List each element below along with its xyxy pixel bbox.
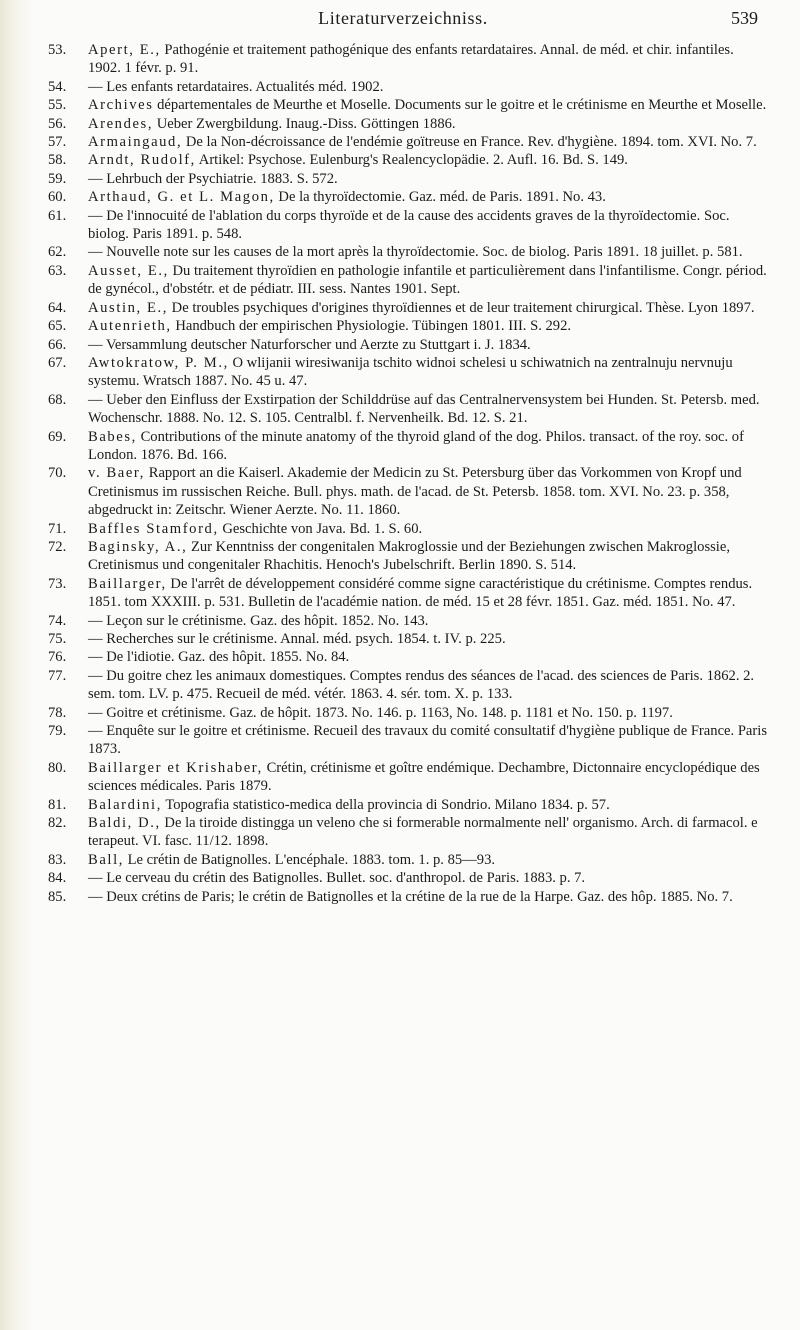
entry-text: — Les enfants retardataires. Actualités méd. 1902. [88, 78, 384, 95]
entry-text: Rapport an die Kaiserl. Akademie der Medicin zu St. Petersburg über das Vorkommen von Kropf und Cretinismus im russischen Reiche. Bull. phys. math. de l'acad. de St. Petersb. 1858. tom. XVI. No. 23. p. 358, abgedruckt in: Zeitschr. Wiener Aerzte. No. 11. 1860. [88, 465, 742, 519]
bibliography-list [48, 41, 770, 906]
entry-author: Awtokratow, P. M., [88, 354, 229, 371]
entry-text: O wlijanii wiresiwanija tschito widnoi schelesi u schiwatnich na zentralnuju nervnuju systemu. Wratsch 1887. No. 45 u. 47. [88, 354, 733, 390]
entry-author: Apert, E., [88, 42, 161, 58]
bibliography-entry [48, 722, 770, 759]
entry-number: 81. [48, 796, 67, 813]
entry-number: 58. [48, 152, 67, 169]
bibliography-entry [48, 814, 770, 851]
bibliography-entry [48, 243, 770, 261]
bibliography-entry [48, 41, 770, 78]
bibliography-entry [48, 704, 770, 722]
entry-author: Archives [88, 97, 154, 114]
bibliography-entry [48, 851, 770, 869]
entry-text: — De l'idiotie. Gaz. des hôpit. 1855. No. 84. [88, 649, 350, 666]
bibliography-entry [48, 170, 770, 188]
entry-text: De troubles psychiques d'origines thyroïdiennes et de leur traitement chirurgical. Thèse. Lyon 1897. [168, 299, 755, 316]
entry-text: — Versammlung deutscher Naturforscher und Aerzte zu Stuttgart i. J. 1834. [88, 336, 531, 353]
entry-number: 68. [48, 391, 67, 408]
entry-text: De l'arrêt de développement considéré comme signe caractéristique du crétinisme. Comptes rendus. 1851. tom XXXIII. p. 531. Bulletin de l'académie nation. de méd. 15 et 28 févr. 1851. Gaz. méd. 1851. No. 47. [88, 575, 753, 611]
bibliography-entry [48, 262, 770, 299]
entry-author: Ausset, E., [88, 262, 169, 279]
bibliography-entry [48, 667, 770, 704]
entry-text: — Ueber den Einfluss der Exstirpation der Schilddrüse auf das Centralnervensystem bei Hunden. St. Petersb. med. Wochenschr. 1888. No. 12. S. 105. Centralbl. f. Nervenheilk. Bd. 12. S. 21. [88, 391, 760, 427]
page-number: 539 [731, 8, 758, 28]
entry-author: Armaingaud, [88, 134, 183, 151]
bibliography-entry [48, 188, 770, 206]
entry-number: 63. [48, 262, 67, 279]
entry-text: Topografia statistico-medica della provincia di Sondrio. Milano 1834. p. 57. [161, 796, 610, 813]
entry-text: De la thyroïdectomie. Gaz. méd. de Paris. 1891. No. 43. [274, 189, 606, 206]
entry-text: — Enquête sur le goitre et crétinisme. Recueil des travaux du comité consultatif d'hygiène publique de France. Paris 1873. [88, 723, 768, 758]
entry-text: De la Non-décroissance de l'endémie goïtreuse en France. Rev. d'hygiène. 1894. tom. XVI. No. 7. [182, 134, 757, 151]
entry-author: Arthaud, G. et L. Magon, [88, 189, 275, 206]
entry-number: 67. [48, 354, 67, 371]
entry-number: 53. [48, 42, 67, 58]
entry-author: Balardini, [88, 796, 162, 813]
entry-number: 78. [48, 704, 67, 721]
bibliography-entry [48, 133, 770, 151]
entry-number: 70. [48, 465, 67, 482]
bibliography-entry [48, 888, 770, 906]
entry-text: Contributions of the minute anatomy of the thyroid gland of the dog. Philos. transact. of the roy. soc. of London. 1876. Bd. 166. [88, 428, 744, 463]
entry-text: — Deux crétins de Paris; le crétin de Batignolles et la crétine de la rue de la Harpe. Gaz. des hôp. 1885. No. 7. [88, 888, 733, 905]
running-title: Literaturverzeichniss. [318, 8, 488, 28]
bibliography-entry [48, 575, 770, 612]
bibliography-entry [48, 648, 770, 666]
entry-number: 84. [48, 870, 67, 887]
entry-number: 85. [48, 888, 67, 905]
entry-number: 71. [48, 520, 67, 537]
entry-author: Baginsky, A., [88, 538, 188, 555]
bibliography-entry [48, 520, 770, 538]
entry-number: 60. [48, 189, 67, 206]
entry-text: Handbuch der empirischen Physiologie. Tübingen 1801. III. S. 292. [171, 318, 572, 335]
entry-text: Zur Kenntniss der congenitalen Makroglossie und der Beziehungen zwischen Makroglossie, Cretinismus und congenitaler Rhachitis. Henoch's Jubelschrift. Berlin 1890. S. 514. [88, 538, 730, 574]
entry-number: 80. [48, 759, 67, 776]
entry-text: départementales de Meurthe et Moselle. Documents sur le goitre et le crétinisme en Meurthe et Moselle. [153, 97, 767, 114]
entry-number: 66. [48, 336, 67, 353]
entry-number: 55. [48, 97, 67, 114]
bibliography-entry [48, 317, 770, 335]
entry-author: Austin, E., [88, 299, 169, 316]
bibliography-entry [48, 391, 770, 428]
entry-number: 83. [48, 851, 67, 868]
entry-text: — Du goitre chez les animaux domestiques. Comptes rendus des séances de l'acad. des sciences de Paris. 1862. 2. sem. tom. LV. p. 475. Recueil de méd. vétér. 1863. 4. sér. tom. X. p. 133. [88, 667, 755, 703]
entry-number: 64. [48, 299, 67, 316]
entry-author: Baillarger et Krishaber, [88, 759, 263, 776]
entry-author: Autenrieth, [88, 318, 172, 335]
bibliography-entry [48, 151, 770, 169]
entry-number: 54. [48, 78, 67, 95]
entry-number: 57. [48, 134, 67, 151]
bibliography-entry [48, 796, 770, 814]
bibliography-entry [48, 78, 770, 96]
bibliography-entry [48, 299, 770, 317]
entry-number: 77. [48, 667, 67, 684]
entry-text: Crétin, crétinisme et goître endémique. Dechambre, Dictonnaire encyclopédique des sciences médicales. Paris 1879. [88, 759, 760, 795]
entry-number: 74. [48, 612, 67, 629]
entry-number: 59. [48, 170, 67, 187]
entry-number: 79. [48, 723, 67, 740]
entry-text: — Lehrbuch der Psychiatrie. 1883. S. 572. [88, 170, 338, 187]
bibliography-entry [48, 428, 770, 465]
entry-number: 61. [48, 207, 67, 224]
bibliography-entry [48, 538, 770, 575]
entry-text: — Nouvelle note sur les causes de la mort après la thyroïdectomie. Soc. de biolog. Paris 1891. 18 juillet. p. 581. [88, 244, 743, 261]
entry-number: 73. [48, 575, 67, 592]
entry-number: 65. [48, 318, 67, 335]
bibliography-entry [48, 354, 770, 391]
page-edge-shadow [0, 0, 34, 1330]
bibliography-entry [48, 464, 770, 519]
entry-text: Pathogénie et traitement pathogénique des enfants retardataires. Annal. de méd. et chir. infantiles. 1902. 1 févr. p. 91. [88, 42, 734, 77]
bibliography-entry [48, 207, 770, 244]
bibliography-entry [48, 115, 770, 133]
entry-number: 82. [48, 815, 67, 832]
entry-text: Geschichte von Java. Bd. 1. S. 60. [218, 520, 423, 537]
page-header [48, 8, 758, 32]
entry-text: Ueber Zwergbildung. Inaug.-Diss. Göttingen 1886. [153, 115, 456, 132]
bibliography-entry [48, 96, 770, 114]
entry-number: 56. [48, 115, 67, 132]
entry-text: De la tiroide distingga un veleno che si formerable normalmente nell' organismo. Arch. di farmacol. e terapeut. VI. fasc. 11/12. 1898. [88, 815, 758, 850]
entry-author: Arendes, [88, 115, 154, 132]
entry-number: 62. [48, 244, 67, 261]
entry-text: — Recherches sur le crétinisme. Annal. méd. psych. 1854. t. IV. p. 225. [88, 631, 506, 647]
entry-author: Baillarger, [88, 575, 167, 592]
entry-text: — Le cerveau du crétin des Batignolles. Bullet. soc. d'anthropol. de Paris. 1883. p. 7. [88, 870, 586, 887]
entry-author: Baffles Stamford, [88, 520, 219, 537]
entry-number: 75. [48, 631, 67, 647]
entry-text: Du traitement thyroïdien en pathologie infantile et particulièrement dans l'infantilisme. Congr. périod. de gynécol., d'obstétr. et de pédiatr. III. sess. Nantes 1901. Sept. [88, 262, 767, 298]
entry-author: Baldi, D., [88, 815, 161, 832]
entry-number: 72. [48, 538, 67, 555]
entry-text: — Leçon sur le crétinisme. Gaz. des hôpit. 1852. No. 143. [88, 612, 429, 629]
entry-text: Artikel: Psychose. Eulenburg's Realencyclopädie. 2. Aufl. 16. Bd. S. 149. [195, 152, 628, 169]
bibliography-entry [48, 612, 770, 630]
entry-author: Arndt, Rudolf, [88, 152, 196, 169]
entry-author: Babes, [88, 428, 137, 445]
entry-text: — De l'innocuité de l'ablation du corps thyroïde et de la cause des accidents graves de la thyroïdectomie. Soc. biolog. Paris 1891. p. 548. [88, 207, 730, 243]
bibliography-entry [48, 336, 770, 354]
entry-number: 76. [48, 649, 67, 666]
entry-author: v. Baer, [88, 465, 146, 482]
bibliography-entry [48, 759, 770, 796]
bibliography-entry [48, 630, 770, 648]
entry-author: Ball, [88, 851, 124, 868]
bibliography-entry [48, 869, 770, 887]
entry-text: — Goitre et crétinisme. Gaz. de hôpit. 1873. No. 146. p. 1163, No. 148. p. 1181 et No. 150. p. 1197. [88, 704, 673, 721]
entry-text: Le crétin de Batignolles. L'encéphale. 1883. tom. 1. p. 85—93. [123, 851, 496, 868]
entry-number: 69. [48, 428, 67, 445]
